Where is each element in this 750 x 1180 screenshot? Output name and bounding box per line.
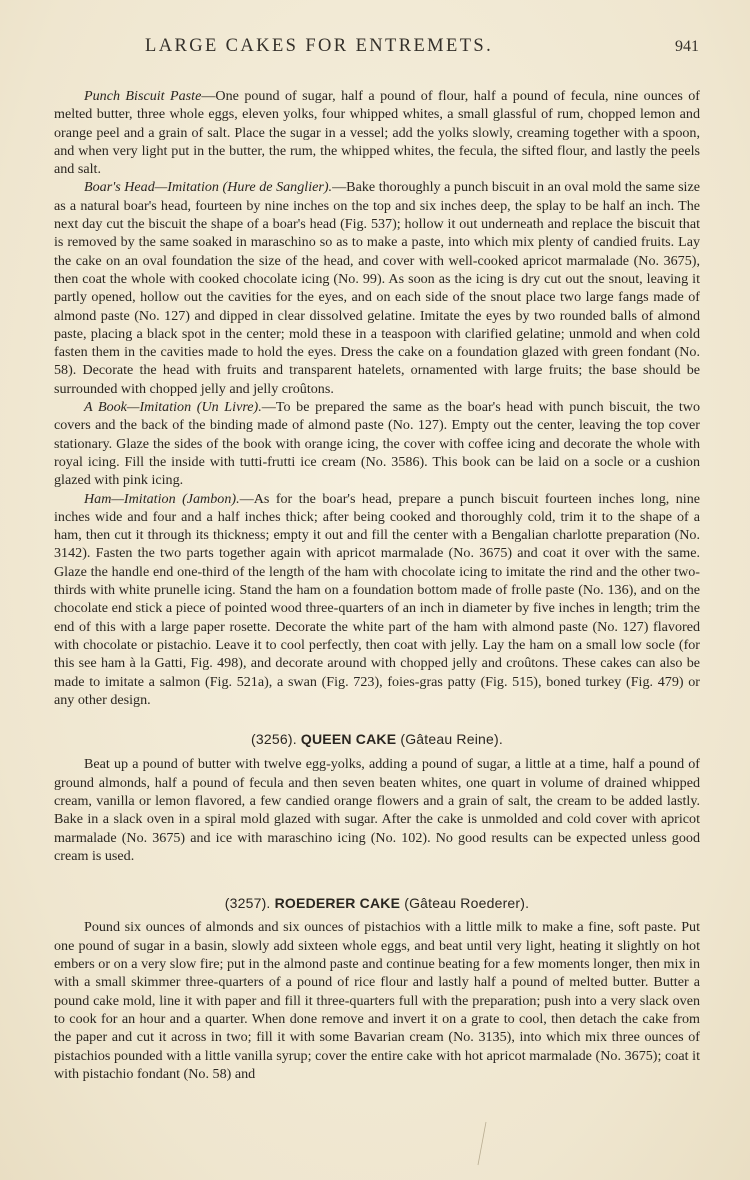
- recipe-text-roederer-cake: Pound six ounces of almonds and six ounces of pistachios with a little milk to make a fine, soft paste. Put one pound of sugar in a basin, slowly add sixteen whole eggs, and beat until very light, heating it slightly on hot embers or on a very slow fire; put in the almond paste and continue beating for a few moments longer, then mix in with a small skimmer three-quarters of a pound of rice flour and lastly half a pound of melted butter. Butter a pound cake mold, line it with paper and fill it three-quarters full with the preparation; push into a very slack oven to cook for an hour and a quarter. When done remove and invert it on a grate to cool, then detach the cake from the paper and cut it across in two; fill it with some Bavarian cream (No. 3135), into which mix three ounces of pistachios pounded with a little vanilla syrup; cover the entire cake with hot apricot marmalade (No. 3675); coat it with pistachio fondant (No. 58) and: [54, 919, 700, 1082]
- recipe-name: ROEDERER CAKE: [274, 895, 401, 912]
- paragraph-text: —Bake thoroughly a punch biscuit in an oval mold the same size as a natural boar's head, fourteen by nine inches on the top and six inches deep, the splay to be half an inch. The next day cut the biscuit the shape of a boar's head (Fig. 537); hollow it out underneath and replace the biscuit that is removed by the same soaked in maraschino so as to make a paste, into which mix plenty of candied fruits. Lay the cake on an oval foundation the size of the head, and cover with well-cooked apricot marmalade (No. 3675), then coat the whole with cooked chocolate icing (No. 99). As soon as the icing is dry cut out the snout, leaving it partly opened, hollow out the cavities for the eyes, and on each side of the snout place two large fangs made of almond paste (No. 127) and dipped in clear dissolved gelatine. Imitate the eyes by two rounded balls of almond paste, placing a black spot in the center; mold these in a teaspoon with clarified gelatine; unmold and when cold fasten them in the cavities made to hold the eyes. Dress the cake on a foundation glazed with green fondant (No. 58). Decorate the head with fruits and transparent hatelets, ornamented with large fruits; the base should be surrounded with chopped jelly and jelly croûtons.: [54, 179, 700, 397]
- recipe-number: (3257).: [224, 895, 271, 912]
- recipe-heading-queen-cake: [54, 730, 700, 748]
- paragraph-boars-head: [54, 178, 700, 398]
- paragraph-text: —To be prepared the same as the boar's head with punch biscuit, the two covers and the back of the binding made of almond paste (No. 127). Empty out the center, leaving the top cover stationary. Glaze the sides of the book with orange icing, the cover with coffee icing and decorate the whole with royal icing. Fill the inside with tutti-frutti ice cream (No. 3586). This book can be laid on a socle or a cushion glazed with pink icing.: [54, 399, 701, 489]
- recipe-number: (3256).: [251, 731, 297, 748]
- paragraph-text: —One pound of sugar, half a pound of flour, half a pound of fecula, nine ounces of melted butter, three whole eggs, eleven yolks, four whipped whites, a small glassful of rum, chopped lemon and orange peel and a grain of salt. Place the sugar in a vessel; add the yolks slowly, creaming together with a spoon, and when very light put in the butter, the rum, the whipped whites, the fecula, the sifted flour, and lastly the peels and salt.: [54, 88, 700, 178]
- recipe-french-name: (Gâteau Reine).: [400, 731, 503, 748]
- page-header: [145, 36, 705, 62]
- recipe-text-queen-cake: Beat up a pound of butter with twelve egg-yolks, adding a pound of sugar, a little at a time, half a pound of ground almonds, half a pound of fecula and then seven beaten whites, one quart in volume of drained whipped cream, vanilla or lemon flavored, a few candied orange flowers and a grain of salt, the cream to be added lastly. Bake in a slack oven in a spiral mold glazed with sugar. After the cake is unmolded and cold cover with apricot marmalade (No. 3675) and ice with maraschino icing (No. 102). No good results can be expected unless good cream is used.: [54, 756, 700, 864]
- recipe-heading-roederer-cake: [54, 894, 700, 912]
- running-head: LARGE CAKES FOR ENTREMETS.: [145, 36, 494, 56]
- page-body: [54, 87, 700, 1083]
- paragraph-lead: A Book—Imitation (Un Livre).: [84, 399, 262, 416]
- paragraph-punch-biscuit: [54, 87, 700, 178]
- paragraph-ham: [54, 490, 700, 710]
- recipe-name: QUEEN CAKE: [300, 731, 397, 748]
- paragraph-text: —As for the boar's head, prepare a punch biscuit fourteen inches long, nine inches wide and four and a half inches thick; after being cooked and thoroughly cold, trim it to the shape of a ham, then cut it through its thickness; empty it out and fill the center with a Bengalian charlotte preparation (No. 3142). Fasten the two parts together again with apricot marmalade (No. 3675) and coat it over with the same. Glaze the handle end one-third of the length of the ham with chocolate icing to imitate the rind and the other two-thirds with white prunelle icing. Stand the ham on a foundation bottom made of frolle paste (No. 136), and on the chocolate end stick a piece of pointed wood three-quarters of an inch in diameter by five inches in length; trim the end of this with a large paper rosette. Decorate the white part of the ham with almond paste (No. 127) flavored with chocolate or pistachio. Leave it to cool perfectly, then coat with jelly. Lay the ham on a small low socle (for this see ham à la Gatti, Fig. 498), and decorate around with chopped jelly and croûtons. These cakes can also be made to imitate a salmon (Fig. 521a), a swan (Fig. 723), foies-gras patty (Fig. 515), boned turkey (Fig. 479) or any other design.: [54, 490, 701, 708]
- paragraph-book: [54, 398, 700, 489]
- paragraph-lead: Punch Biscuit Paste: [84, 88, 202, 104]
- paragraph-lead: Ham—Imitation (Jambon).: [84, 490, 240, 507]
- paragraph-lead: Boar's Head—Imitation (Hure de Sanglier).: [84, 179, 333, 196]
- page-number: 941: [675, 38, 699, 55]
- crease-line: [478, 1122, 486, 1165]
- recipe-french-name: (Gâteau Roederer).: [404, 895, 530, 912]
